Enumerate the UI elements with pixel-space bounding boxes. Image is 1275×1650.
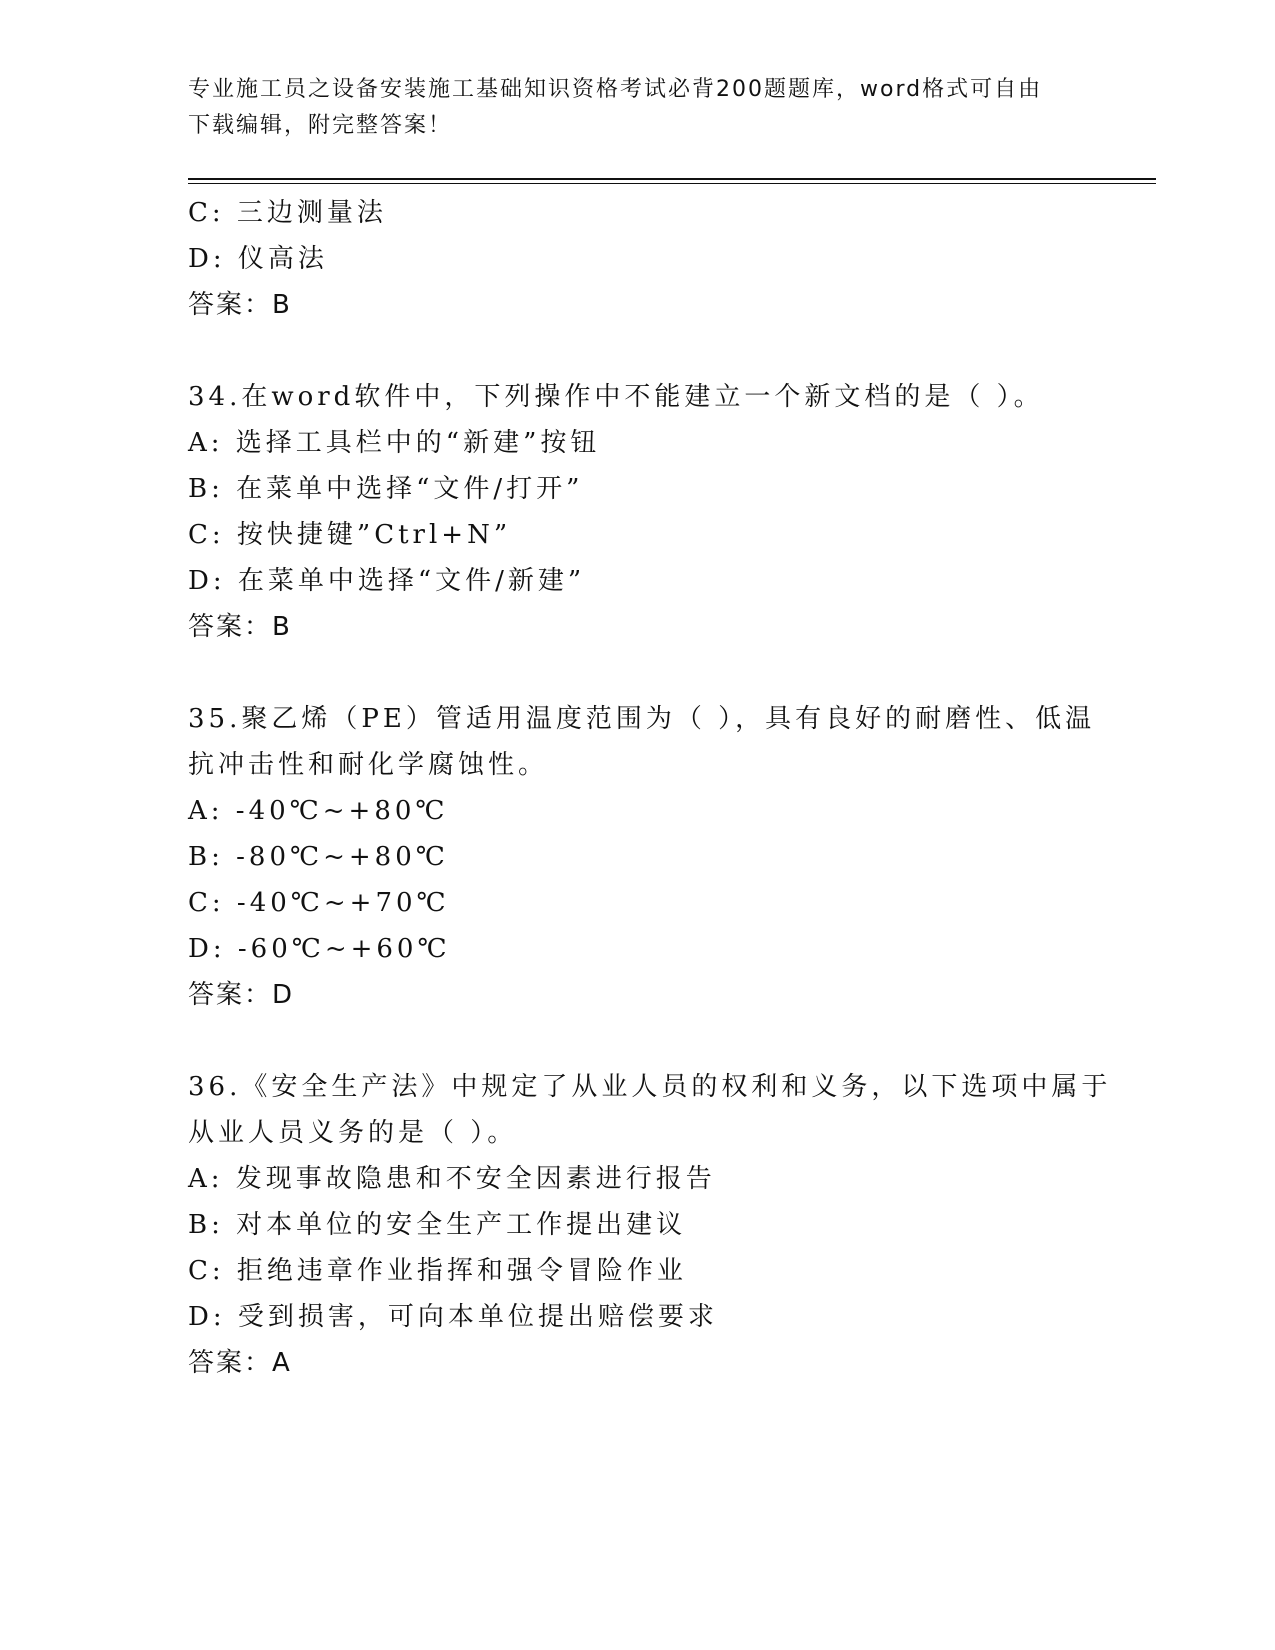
question-text-line-2: 从业人员义务的是（ ）。 xyxy=(188,1118,518,1148)
answer-line: 答案：D xyxy=(188,980,295,1010)
option-d: D: 仪高法 xyxy=(188,244,328,274)
header-line-1: 专业施工员之设备安装施工基础知识资格考试必背200题题库，word格式可自由 xyxy=(188,77,1043,102)
question-text: 34.在word软件中，下列操作中不能建立一个新文档的是（ ）。 xyxy=(188,382,1044,412)
header-divider-thick xyxy=(188,178,1156,180)
header-line-2: 下载编辑，附完整答案！ xyxy=(188,113,453,138)
question-text-line-2: 抗冲击性和耐化学腐蚀性。 xyxy=(188,750,549,780)
option-a: A: -40℃~+80℃ xyxy=(188,796,449,826)
option-b: B: -80℃~+80℃ xyxy=(188,842,449,872)
page-header xyxy=(188,72,1088,144)
answer-line: 答案：B xyxy=(188,290,292,320)
question-text-line-1: 36.《安全生产法》中规定了从业人员的权利和义务，以下选项中属于 xyxy=(188,1072,1112,1102)
question-34 xyxy=(188,374,1088,650)
option-a: A: 选择工具栏中的“新建”按钮 xyxy=(188,428,601,458)
option-b: B: 对本单位的安全生产工作提出建议 xyxy=(188,1210,687,1240)
question-36 xyxy=(188,1064,1112,1386)
option-c: C: 三边测量法 xyxy=(188,198,387,228)
option-c: C: 按快捷键”Ctrl+N” xyxy=(188,520,512,550)
document-body xyxy=(188,190,1112,1386)
option-a: A: 发现事故隐患和不安全因素进行报告 xyxy=(188,1164,716,1194)
question-35 xyxy=(188,696,1096,1018)
option-c: C: 拒绝违章作业指挥和强令冒险作业 xyxy=(188,1256,687,1286)
continued-question xyxy=(188,190,1088,328)
answer-line: 答案：A xyxy=(188,1348,292,1378)
option-d: D: -60℃~+60℃ xyxy=(188,934,451,964)
header-divider-thin xyxy=(188,183,1156,184)
option-d: D: 受到损害，可向本单位提出赔偿要求 xyxy=(188,1302,718,1332)
option-d: D: 在菜单中选择“文件/新建” xyxy=(188,566,586,596)
question-text-line-1: 35.聚乙烯（PE）管适用温度范围为（ ），具有良好的耐磨性、低温 xyxy=(188,704,1096,734)
option-c: C: -40℃~+70℃ xyxy=(188,888,450,918)
option-b: B: 在菜单中选择“文件/打开” xyxy=(188,474,584,504)
answer-line: 答案：B xyxy=(188,612,292,642)
